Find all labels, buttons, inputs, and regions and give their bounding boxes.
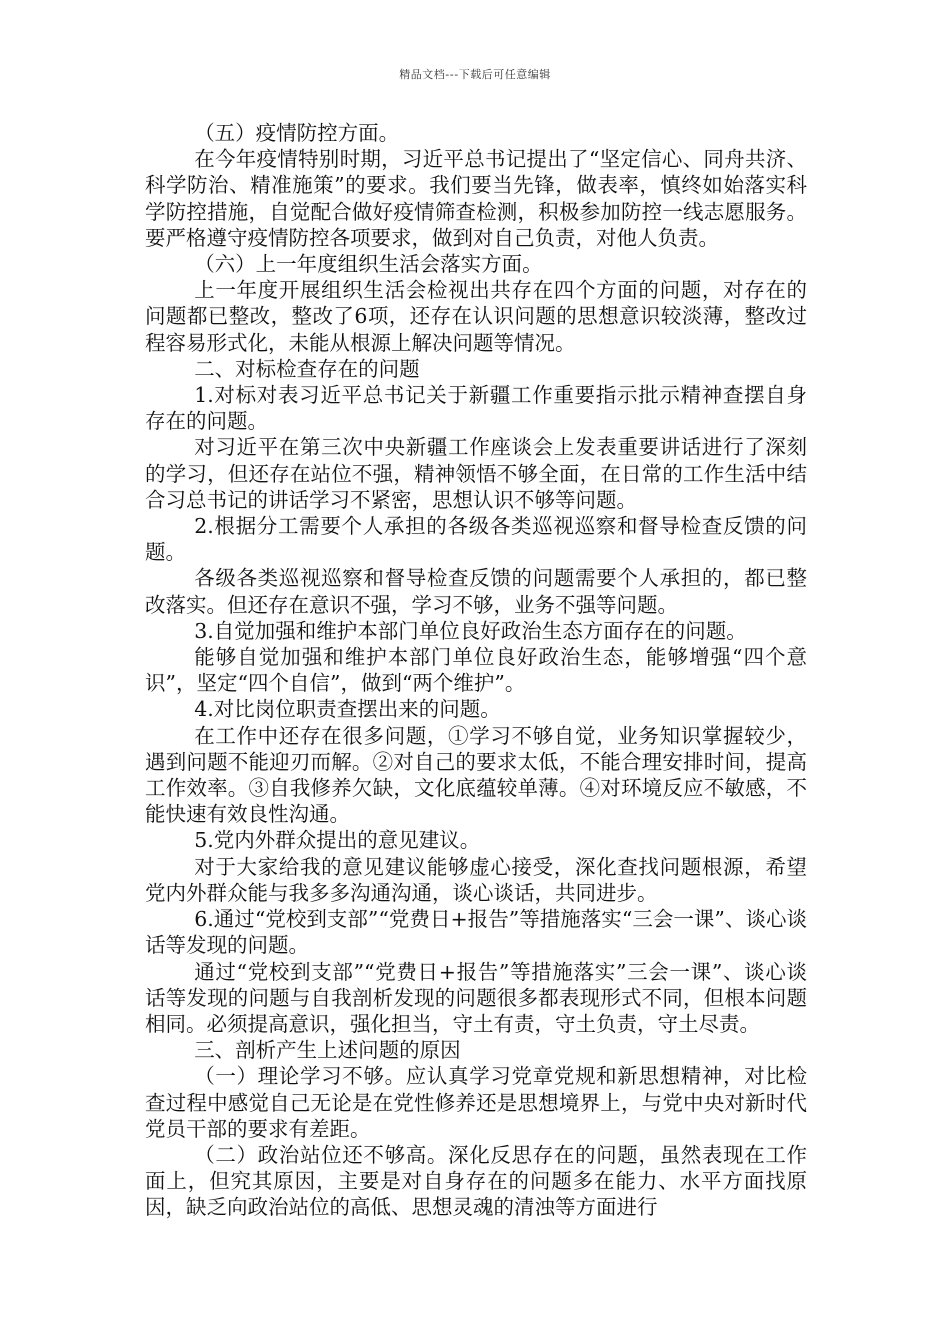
- paragraph: 通过“党校到支部”“党费日+报告”等措施落实”三会一课”、谈心谈话等发现的问题与自我剖析发现的问题很多都表现形式不同，但根本问题相同。必须提高意识，强化担当，守土有责，守土负责，守土尽责。: [145, 959, 807, 1036]
- paragraph: 6.通过“党校到支部”“党费日+报告”等措施落实“三会一课”、谈心谈话等发现的问题。: [145, 907, 807, 958]
- paragraph: 能够自觉加强和维护本部门单位良好政治生态，能够增强“四个意识”，坚定“四个自信”，做到“两个维护”。: [145, 645, 807, 696]
- paragraph: 在工作中还存在很多问题，①学习不够自觉，业务知识掌握较少，遇到问题不能迎刃而解。②对自己的要求太低，不能合理安排时间，提高工作效率。③自我修养欠缺，文化底蕴较单薄。④对环境反应不敏感，不能快速有效良性沟通。: [145, 723, 807, 827]
- paragraph: 5.党内外群众提出的意见建议。: [194, 828, 481, 853]
- paragraph: 3.自觉加强和维护本部门单位良好政治生态方面存在的问题。: [194, 618, 747, 643]
- paragraph: （五）疫情防控方面。: [194, 121, 400, 145]
- paragraph: 2.根据分工需要个人承担的各级各类巡视巡察和督导检查反馈的问题。: [145, 514, 807, 565]
- document-body: [145, 120, 807, 1221]
- paragraph: 对于大家给我的意见建议能够虚心接受，深化查找问题根源，希望党内外群众能与我多多沟通沟通，谈心谈话，共同进步。: [145, 854, 807, 905]
- paragraph: 对习近平在第三次中央新疆工作座谈会上发表重要讲话进行了深刻的学习，但还存在站位不强，精神领悟不够全面，在日常的工作生活中结合习总书记的讲话学习不紧密，思想认识不够等问题。: [145, 435, 807, 512]
- paragraph: 4.对比岗位职责查摆出来的问题。: [194, 697, 501, 722]
- paragraph: 上一年度开展组织生活会检视出共存在四个方面的问题，对存在的问题都已整改，整改了6项，还存在认识问题的思想意识较淡薄，整改过程容易形式化，未能从根源上解决问题等情况。: [145, 278, 807, 355]
- paragraph: 各级各类巡视巡察和督导检查反馈的问题需要个人承担的，都已整改落实。但还存在意识不强，学习不够，业务不强等问题。: [145, 566, 807, 617]
- section-heading: 二、对标检查存在的问题: [194, 356, 420, 381]
- paragraph: 在今年疫情特别时期，习近平总书记提出了“坚定信心、同舟共济、科学防治、精准施策”的要求。我们要当先锋，做表率，慎终如始落实科学防控措施，自觉配合做好疫情筛查检测，积极参加防控一线志愿服务。要严格遵守疫情防控各项要求，做到对自己负责，对他人负责。: [145, 147, 807, 250]
- page-header: 精品文档---下载后可任意编辑: [399, 68, 551, 81]
- paragraph: （二）政治站位还不够高。深化反思存在的问题，虽然表现在工作面上，但究其原因，主要是对自身存在的问题多在能力、水平方面找原因，缺乏向政治站位的高低、思想灵魂的清浊等方面进行: [145, 1142, 807, 1220]
- section-heading: 三、剖析产生上述问题的原因: [194, 1038, 461, 1063]
- paragraph: 1.对标对表习近平总书记关于新疆工作重要指示批示精神查摆自身存在的问题。: [145, 383, 807, 434]
- paragraph: （六）上一年度组织生活会落实方面。: [194, 252, 543, 277]
- paragraph: （一）理论学习不够。应认真学习党章党规和新思想精神，对比检查过程中感觉自己无论是在党性修养还是思想境界上，与党中央对新时代党员干部的要求有差距。: [145, 1064, 807, 1141]
